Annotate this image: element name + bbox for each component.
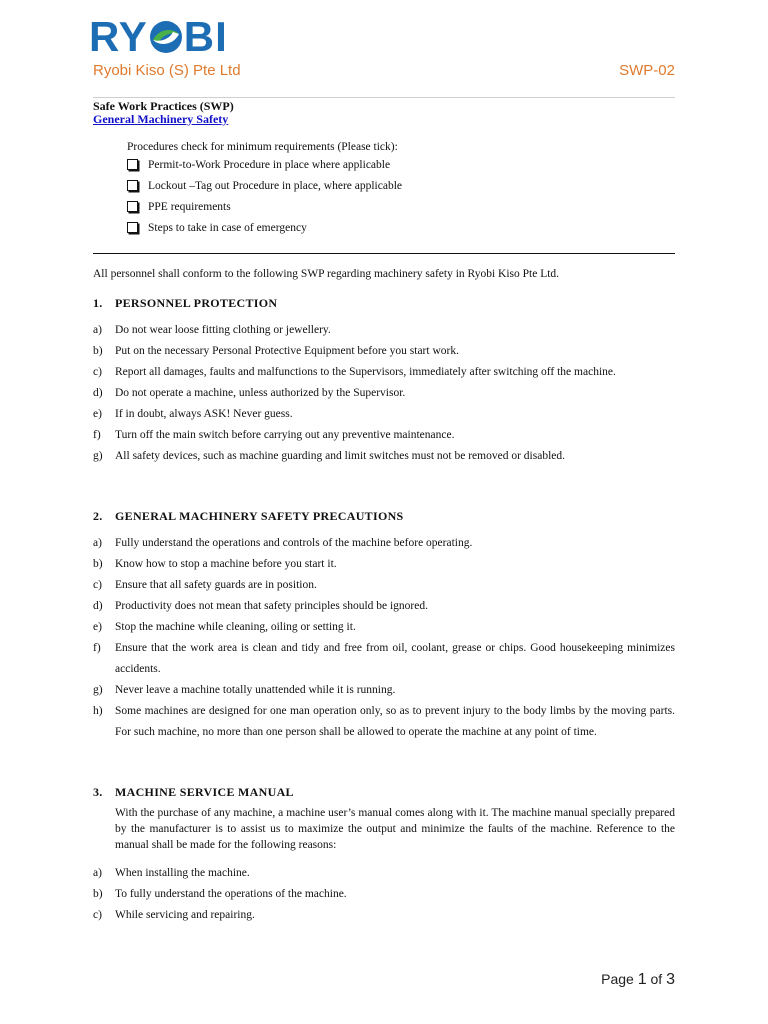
item-label: d): [93, 387, 103, 399]
section-title: MACHINE SERVICE MANUAL: [115, 785, 294, 799]
item-label: c): [93, 366, 102, 378]
checkbox-icon[interactable]: [127, 159, 138, 170]
logo-letters-bi: BI: [183, 13, 228, 60]
company-name: Ryobi Kiso (S) Pte Ltd: [93, 62, 241, 79]
item-text: Put on the necessary Personal Protective Equipment before you start work.: [115, 345, 459, 357]
logo-letters-ry: RY: [89, 13, 148, 60]
item-text: Do not operate a machine, unless authorized by the Supervisor.: [115, 387, 406, 399]
item-text: Turn off the main switch before carrying out any preventive maintenance.: [115, 429, 455, 441]
service-manual-paragraph: With the purchase of any machine, a machine user’s manual comes along with it. The machine manual specially prepared by the manufacturer is to assist us to maximize the output and minimize the faults of the machine. Reference to the manual shall be made for the following reasons:: [115, 807, 675, 851]
list-item: [93, 446, 675, 467]
checklist-intro: Procedures check for minimum requirements (Please tick):: [127, 141, 398, 153]
section-heading-personnel-protection: [93, 296, 277, 311]
item-label: f): [93, 429, 101, 441]
list-item: [93, 320, 675, 341]
checklist-item[interactable]: [127, 196, 402, 217]
item-label: e): [93, 621, 102, 633]
logo-swirl-icon: [149, 20, 183, 54]
item-label: h): [93, 705, 103, 717]
page-number: 1: [637, 971, 647, 988]
item-text: Never leave a machine totally unattended while it is running.: [115, 684, 396, 696]
document-title: Safe Work Practices (SWP): [93, 99, 234, 113]
header-divider: [93, 97, 675, 98]
item-label: b): [93, 345, 103, 357]
item-text: All safety devices, such as machine guarding and limit switches must not be removed or disabled.: [115, 450, 565, 462]
item-text: Ensure that all safety guards are in position.: [115, 579, 317, 591]
personnel-protection-list: [93, 320, 675, 467]
section-number: 1.: [93, 296, 103, 310]
page-word: Page: [601, 971, 634, 987]
item-text: Some machines are designed for one man operation only, so as to prevent injury to the body limbs by the moving parts. For such machine, no more than one person shall be allowed to operate the machine at any point of time.: [115, 705, 675, 738]
item-label: e): [93, 408, 102, 420]
checklist-item[interactable]: [127, 154, 402, 175]
checklist-item[interactable]: [127, 217, 402, 238]
item-label: c): [93, 579, 102, 591]
item-label: c): [93, 909, 102, 921]
item-label: g): [93, 684, 103, 696]
section-title: PERSONNEL PROTECTION: [115, 296, 278, 310]
item-label: a): [93, 537, 102, 549]
item-label: a): [93, 324, 102, 336]
ryobi-logo: [89, 13, 265, 60]
list-item: [93, 638, 675, 680]
general-precautions-list: [93, 533, 675, 743]
section-number: 3.: [93, 785, 103, 799]
list-item: [93, 905, 675, 926]
item-text: Ensure that the work area is clean and tidy and free from oil, coolant, grease or chips. Good housekeeping minimizes accidents.: [115, 642, 675, 675]
procedure-checklist: [127, 140, 402, 238]
list-item: [93, 404, 675, 425]
list-item: [93, 863, 675, 884]
checklist-item-label: Steps to take in case of emergency: [148, 221, 307, 234]
item-text: Do not wear loose fitting clothing or jewellery.: [115, 324, 331, 336]
list-item: [93, 341, 675, 362]
list-item: [93, 617, 675, 638]
list-item: [93, 575, 675, 596]
section-heading-service-manual: [93, 785, 294, 800]
list-item: [93, 362, 675, 383]
list-item: [93, 596, 675, 617]
section-number: 2.: [93, 509, 103, 523]
item-label: f): [93, 642, 101, 654]
item-label: d): [93, 600, 103, 612]
item-text: Stop the machine while cleaning, oiling or setting it.: [115, 621, 356, 633]
checklist-item[interactable]: [127, 175, 402, 196]
document-code: SWP-02: [619, 62, 675, 79]
checkbox-icon[interactable]: [127, 222, 138, 233]
item-text: If in doubt, always ASK! Never guess.: [115, 408, 293, 420]
item-label: a): [93, 867, 102, 879]
item-label: b): [93, 558, 103, 570]
list-item: [93, 701, 675, 743]
item-text: To fully understand the operations of the machine.: [115, 888, 347, 900]
list-item: [93, 884, 675, 905]
checkbox-icon[interactable]: [127, 180, 138, 191]
list-item: [93, 554, 675, 575]
intro-paragraph: All personnel shall conform to the following SWP regarding machinery safety in Ryobi Kiso Pte Ltd.: [93, 268, 560, 280]
of-word: of: [650, 971, 663, 987]
item-label: g): [93, 450, 103, 462]
document-subtitle: General Machinery Safety: [93, 112, 229, 126]
checkbox-icon[interactable]: [127, 201, 138, 212]
item-text: While servicing and repairing.: [115, 909, 255, 921]
list-item: [93, 533, 675, 554]
item-text: Know how to stop a machine before you start it.: [115, 558, 337, 570]
checklist-item-label: Lockout –Tag out Procedure in place, where applicable: [148, 179, 403, 192]
section-title: GENERAL MACHINERY SAFETY PRECAUTIONS: [115, 509, 404, 523]
page-total: 3: [666, 971, 675, 988]
list-item: [93, 680, 675, 701]
list-item: [93, 425, 675, 446]
item-text: When installing the machine.: [115, 867, 250, 879]
item-text: Report all damages, faults and malfunctions to the Supervisors, immediately after switching off the machine.: [115, 366, 616, 378]
checklist-item-label: Permit-to-Work Procedure in place where applicable: [148, 158, 391, 171]
page-footer: [601, 971, 675, 989]
item-text: Fully understand the operations and controls of the machine before operating.: [115, 537, 473, 549]
item-label: b): [93, 888, 103, 900]
list-item: [93, 383, 675, 404]
section-heading-general-precautions: [93, 509, 404, 524]
service-manual-list: [93, 863, 675, 926]
item-text: Productivity does not mean that safety principles should be ignored.: [115, 600, 428, 612]
checklist-item-label: PPE requirements: [148, 200, 231, 213]
section-divider: [93, 253, 675, 254]
